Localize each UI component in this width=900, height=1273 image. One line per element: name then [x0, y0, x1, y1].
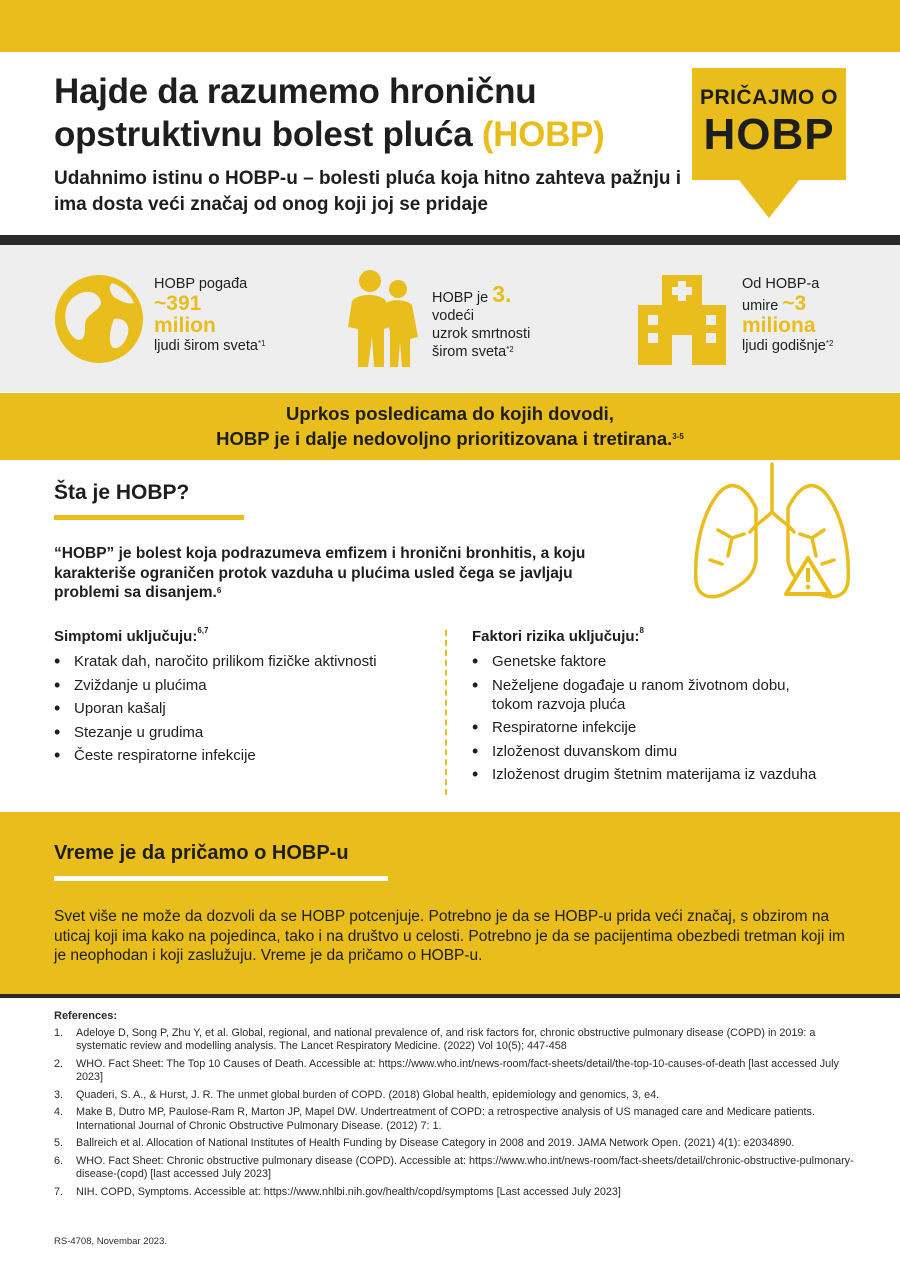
divider-top — [0, 235, 900, 245]
stat-cause-value: 3. — [492, 281, 512, 307]
risks-heading: Faktori rizika uključuju:$^8$ — [472, 626, 644, 645]
what-underline — [54, 515, 244, 520]
time-underline — [54, 876, 388, 881]
risks-list — [472, 652, 862, 789]
list-item: • Zviždanje u plućima — [54, 676, 434, 695]
badge-line1: PRIČAJMO O — [699, 86, 838, 109]
pricajmo-badge — [692, 68, 846, 180]
symptoms-heading: Simptomi uključuju:$^{6,7}$ — [54, 626, 209, 645]
references — [54, 1010, 854, 1203]
reference-item: 1. Adeloye D, Song P, Zhu Y, et al. Global, regional, and national prevalence of, and risk factors for, chronic obstructive pulmonary disease (COPD) in 2019: a systematic review and modelling analysis. The Lancet Respiratory Medicine. (2022) Vol 10(5); 447-458 — [54, 1026, 816, 1052]
reference-item: 4. Make B, Dutro MP, Paulose-Ram R, Marton JP, Mapel DW. Undertreatment of COPD: a retrospective analysis of US managed care and Medicare patients. International Journal of Chronic Obstructive Pulmonary Disease. (2012) 7: 1. — [54, 1106, 815, 1132]
stat-deaths-text: Od HOBP-a umire ~3 miliona ljudi godišnje$^{*2}$ — [742, 276, 834, 354]
stat-prevalence-text: HOBP pogađa ~391 milion ljudi širom sveta$^{*1}$ — [154, 276, 266, 354]
hospital-icon — [636, 273, 728, 367]
reference-item: 5. Ballreich et al. Allocation of National Institutes of Health Funding by Disease Category in 2008 and 2019. JAMA Network Open. (2021) 4(1): e2034890. — [54, 1137, 795, 1149]
list-item: • Respiratorne infekcije — [472, 718, 862, 737]
list-item: • Uporan kašalj — [54, 699, 434, 718]
list-item: • Genetske faktore — [472, 652, 862, 671]
top-accent-bar — [0, 0, 900, 52]
list-item: • Neželjene događaje u ranom životnom dobu, tokom razvoja pluća — [472, 676, 802, 714]
stat-deaths — [636, 245, 876, 392]
time-section — [0, 812, 900, 994]
stat-deaths-value: ~3 — [782, 292, 807, 315]
divider-bottom — [0, 994, 900, 998]
what-heading: Šta je HOBP? — [54, 481, 190, 504]
lungs-icon — [684, 460, 860, 610]
stats-section — [0, 245, 900, 392]
stat-prevalence-value: ~391 — [154, 292, 202, 315]
page-subtitle: Udahnimo istinu o HOBP-u – bolesti pluća koja hitno zahteva pažnju i ima dosta veći značaj od onog koji joj se pridaje — [54, 168, 682, 215]
what-description: “HOBP” je bolest koja podrazumeva emfizem i hronični bronhitis, a koju karakteriše ograničen protok vazduha u plućima usled čega se javljaju problemi sa disanjem.$^6$ — [54, 545, 586, 601]
list-item: • Kratak dah, naročito prilikom fizičke aktivnosti — [54, 652, 434, 671]
document-code: RS-4708, Novembar 2023. — [54, 1236, 168, 1247]
references-heading: References: — [54, 1010, 117, 1022]
list-item: • Česte respiratorne infekcije — [54, 746, 434, 765]
badge-line2: HOBP — [703, 110, 835, 159]
title-highlight: (HOBP) — [481, 115, 605, 154]
list-item: • Izloženost drugim štetnim materijama iz vazduha — [472, 765, 862, 784]
stat-cause-text: HOBP je 3. vodeći uzrok smrtnosti širom sveta$^{*2}$ — [432, 281, 531, 360]
globe-icon — [54, 267, 144, 367]
family-icon — [340, 267, 422, 371]
list-item: • Izloženost duvanskom dimu — [472, 742, 862, 761]
priority-banner: Uprkos posledicama do kojih dovodi, HOBP je i dalje nedovoljno prioritizovana i tretirana.$^{3-5}$ — [0, 393, 900, 460]
symptoms-list — [54, 652, 434, 770]
time-heading: Vreme je da pričamo o HOBP-u — [54, 842, 349, 864]
stat-cause — [340, 245, 580, 392]
column-divider — [445, 630, 447, 795]
time-paragraph: Svet više ne može da dozvoli da se HOBP potcenjuje. Potrebno je da se HOBP-u prida veći značaj, s obzirom na uticaj koji ima kako na pojedinca, tako i na društvo u celosti. Potrebno je da se pacijentima obezbedi tretman koji im je neophodan i koji zaslužuju. Vreme je da pričamo o HOBP-u. — [54, 908, 845, 964]
page-title: Hajde da razumemo hroničnu opstruktivnu bolest pluća (HOBP) — [54, 72, 605, 154]
list-item: • Stezanje u grudima — [54, 723, 434, 742]
reference-item: 3. Quaderi, S. A., & Hurst, J. R. The unmet global burden of COPD. (2018) Global health, epidemiology and genomics, 3, e4. — [54, 1088, 660, 1101]
reference-item: 6. WHO. Fact Sheet: Chronic obstructive pulmonary disease (COPD). Accessible at: https://www.who.int/news-room/fact-sheets/detail/chronic-obstructive-pulmonary-disease-(copd) [last accessed July 2023] — [54, 1154, 854, 1180]
stat-prevalence — [54, 245, 304, 392]
reference-item: 7. NIH. COPD, Symptoms. Accessible at: https://www.nhlbi.nih.gov/health/copd/symptoms [Last accessed July 2023] — [54, 1185, 621, 1198]
reference-item: 2. WHO. Fact Sheet: The Top 10 Causes of Death. Accessible at: https://www.who.int/news-room/fact-sheets/detail/the-top-10-causes-of-death [last accessed July 2023] — [54, 1057, 839, 1083]
references-list — [54, 1027, 854, 1200]
